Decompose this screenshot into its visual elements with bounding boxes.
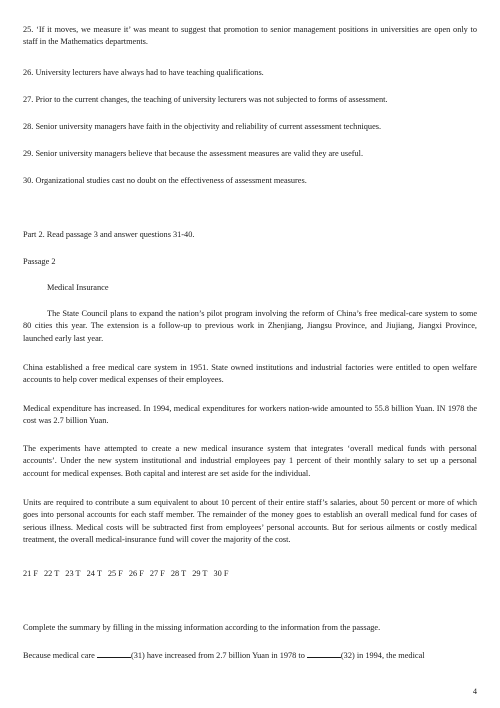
- statement-29: 29. Senior university managers believe that because the assessment measures are valid they are useful.: [23, 149, 364, 158]
- answer-26: 26 F: [128, 569, 144, 578]
- answer-24: 24 T: [86, 569, 102, 578]
- paragraph-3: Medical expenditure has increased. In 1994, medical expenditures for workers nation-wide amounted to 55.8 billion Yuan. IN 1978 the cost was 2.7 billion Yuan.: [23, 404, 477, 426]
- part-heading: Part 2. Read passage 3 and answer questions 31-40.: [23, 230, 195, 239]
- blank-31[interactable]: [97, 649, 131, 658]
- answer-25: 25 F: [107, 569, 123, 578]
- answer-key: [23, 568, 234, 580]
- answer-29: 29 T: [192, 569, 208, 578]
- paragraph-2: China established a free medical care system in 1951. State owned institutions and industrial factories were entitled to open welfare accounts to help cover medical expenses of their employees.: [23, 363, 477, 385]
- summary-text-32: (32) in 1994, the medical: [340, 651, 425, 660]
- statement-28: 28. Senior university managers have faith in the objectivity and reliability of current assessment techniques.: [23, 122, 382, 131]
- page-number: 4: [472, 687, 477, 696]
- statement-30: 30. Organizational studies cast no doubt on the effectiveness of assessment measures.: [23, 176, 307, 185]
- paragraph-4: The experiments have attempted to create a new medical insurance system that integrates ‘overall medical funds with personal accounts’. Under the new system institutional and industrial employees pay 1 percent of their monthly salary to set up a personal account for medical expenses. Both capital and interest are set aside for the individual.: [23, 444, 477, 478]
- answer-23: 23 T: [65, 569, 81, 578]
- statement-25: 25. ‘If it moves, we measure it’ was meant to suggest that promotion to senior management positions in universities are open only to staff in the Mathematics departments.: [23, 25, 477, 47]
- answer-28: 28 T: [170, 569, 187, 578]
- summary-text-31: (31) have increased from 2.7 billion Yuan in 1978 to: [130, 651, 305, 660]
- paragraph-5: Units are required to contribute a sum equivalent to about 10 percent of their entire staff’s salaries, about 50 percent or more of which goes into personal accounts for each staff member. The remainder of the money goes to establish an overall medical fund for cases of serious illness. Medical costs will be subtracted first from employees’ personal accounts. But for serious ailments or costly medical treatment, the overall medical-insurance fund will cover the majority of the cost.: [23, 498, 477, 545]
- statement-26: 26. University lecturers have always had to have teaching qualifications.: [23, 68, 264, 77]
- summary-instruction: Complete the summary by filling in the missing information according to the information from the passage.: [23, 623, 381, 632]
- summary-text-1: Because medical care: [23, 651, 95, 660]
- answer-30: 30 F: [213, 569, 229, 578]
- answer-27: 27 F: [149, 569, 165, 578]
- paragraph-1: The State Council plans to expand the nation’s pilot program involving the reform of China’s free medical-care system to some 80 cities this year. The extension is a follow-up to previous work in Zhenjiang, Jiangsu Province, and Jiujiang, Jiangxi Province, launched early last year.: [23, 309, 477, 343]
- passage-title: Medical Insurance: [47, 283, 109, 292]
- summary-sentence: [23, 649, 483, 662]
- blank-32[interactable]: [307, 649, 341, 658]
- statement-27: 27. Prior to the current changes, the teaching of university lecturers was not subjected to forms of assessment.: [23, 95, 388, 104]
- answer-22: 22 T: [44, 569, 60, 578]
- passage-label: Passage 2: [23, 257, 56, 266]
- answer-21: 21 F: [23, 569, 38, 578]
